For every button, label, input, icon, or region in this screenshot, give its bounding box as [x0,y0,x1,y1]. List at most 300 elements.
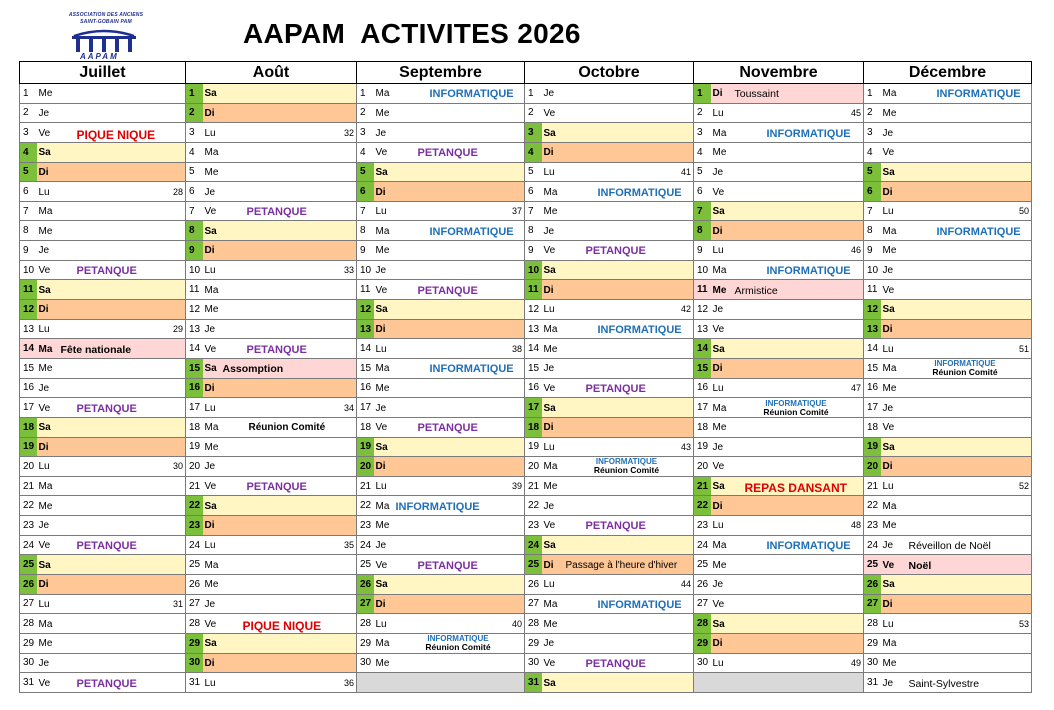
day-cell [37,162,186,182]
week-number: 51 [1018,343,1029,354]
day-number: 9 [525,241,542,261]
day-cell [711,516,864,536]
day-number: 26 [357,575,374,595]
week-number: 45 [850,107,861,118]
weekday-label: Me [882,520,897,532]
event-reunion-comite: Réunion Comité [593,465,660,476]
day-number: 6 [20,182,37,202]
month-header: Juillet [20,62,186,84]
event-petanque: PETANQUE [417,422,478,435]
day-number: 13 [525,319,542,339]
day-cell [711,182,864,202]
weekday-label: Lu [712,657,724,669]
day-cell [542,162,694,182]
day-cell [374,398,525,418]
day-cell [542,594,694,614]
weekday-label: Ve [712,324,725,335]
day-cell [37,673,186,693]
event-reunion-comite: Réunion Comité [763,406,829,417]
day-number: 10 [186,260,203,280]
weekday-label: Ma [204,559,219,571]
day-cell [542,437,694,457]
weekday-label: Ma [882,638,897,650]
table-row [20,535,1032,555]
table-row [20,673,1032,693]
day-cell [881,260,1032,280]
weekday-label: Sa [38,559,51,571]
day-number: 30 [186,653,203,673]
table-row [20,162,1032,182]
weekday-label: Je [543,225,555,237]
day-number: 30 [20,653,37,673]
day-cell [37,260,186,280]
day-cell [374,653,525,673]
day-cell [881,142,1032,162]
day-cell [37,378,186,398]
day-cell [881,162,1032,182]
day-number: 9 [20,241,37,261]
weekday-label: Ve [204,343,217,355]
day-cell [37,84,186,104]
weekday-label: Ve [543,657,556,669]
day-cell [881,594,1032,614]
event-highlight: PIQUE NIQUE [242,618,322,633]
day-cell [881,123,1032,143]
day-number: 18 [525,417,542,437]
day-number: 1 [20,84,37,104]
week-number: 49 [850,657,861,668]
day-number: 11 [186,280,203,300]
day-number: 19 [20,437,37,457]
day-cell [374,417,525,437]
event-informatique: INFORMATIQUE [597,186,682,199]
day-cell [203,339,357,359]
day-number: 14 [20,339,37,359]
day-number: 21 [864,476,881,496]
day-number: 11 [20,280,37,300]
day-number: 8 [525,221,542,241]
weekday-label: Sa [712,481,725,493]
day-number: 8 [20,221,37,241]
week-number: 41 [680,166,691,177]
weekday-label: Ma [38,481,53,493]
event-holiday: Armistice [734,284,778,297]
day-cell [203,300,357,320]
week-number: 46 [850,245,861,256]
day-cell [203,496,357,516]
week-number: 30 [172,461,183,472]
weekday-label: Ve [204,206,217,218]
weekday-label: Ma [375,638,390,650]
day-number: 23 [20,516,37,536]
day-number: 28 [186,614,203,634]
day-cell [374,260,525,280]
weekday-label: Je [712,579,724,591]
day-number: 6 [357,182,374,202]
day-cell [374,476,525,496]
month-header: Octobre [525,62,694,84]
day-cell [711,221,864,241]
weekday-label: Sa [204,500,217,512]
weekday-label: Me [712,147,727,159]
day-cell [203,182,357,202]
weekday-label: Di [204,107,215,119]
event-informatique: INFORMATIQUE [766,127,851,140]
weekday-label: Di [375,598,386,610]
day-number: 21 [694,476,711,496]
day-cell [711,653,864,673]
day-number: 16 [186,378,203,398]
day-number: 12 [694,300,711,320]
day-number: 5 [864,162,881,182]
week-number: 39 [511,481,522,492]
event-highlight: REPAS DANSANT [744,481,847,496]
week-number: 44 [680,579,691,590]
month-header: Novembre [694,62,864,84]
day-number: 30 [357,653,374,673]
event-note: Réveillon de Noël [908,540,991,553]
day-number: 5 [525,162,542,182]
weekday-label: Me [712,559,727,571]
table-row [20,614,1032,634]
day-cell [542,496,694,516]
day-number: 7 [525,201,542,221]
weekday-label: Di [712,225,723,237]
day-number: 17 [186,398,203,418]
weekday-label: Me [38,363,53,375]
weekday-label: Lu [543,166,555,178]
table-row [20,221,1032,241]
weekday-label: Je [204,186,216,198]
table-row [20,594,1032,614]
day-number: 23 [357,516,374,536]
day-cell [881,437,1032,457]
day-cell [711,142,864,162]
weekday-label: Di [543,284,554,296]
day-cell [203,417,357,437]
day-number: 6 [694,182,711,202]
weekday-label: Ve [882,284,895,296]
weekday-label: Ve [712,186,725,198]
weekday-label: Sa [204,88,217,100]
day-cell [711,437,864,457]
day-cell [711,260,864,280]
day-cell [542,339,694,359]
day-cell [37,614,186,634]
day-number: 22 [357,496,374,516]
day-cell [37,241,186,261]
weekday-label: Me [375,657,390,669]
table-row [20,653,1032,673]
day-number: 15 [525,358,542,378]
event-petanque: PETANQUE [417,559,478,572]
day-cell [374,241,525,261]
table-row [20,182,1032,202]
day-number: 2 [864,103,881,123]
day-cell [37,633,186,653]
day-number: 31 [20,673,37,693]
day-cell [37,555,186,575]
weekday-label: Sa [882,166,895,178]
day-number: 24 [864,535,881,555]
weekday-label: Ve [543,245,556,257]
day-cell [203,280,357,300]
day-cell [881,84,1032,104]
day-number: 9 [694,241,711,261]
day-number: 12 [357,300,374,320]
day-number: 22 [694,496,711,516]
day-number: 2 [20,103,37,123]
day-cell [711,358,864,378]
event-petanque: PETANQUE [585,520,646,533]
weekday-label: Ma [204,284,219,296]
day-number: 28 [357,614,374,634]
day-number: 28 [694,614,711,634]
day-number: 1 [864,84,881,104]
weekday-label: Ma [375,500,390,512]
weekday-label: Je [543,363,555,375]
day-number: 19 [186,437,203,457]
day-number: 26 [20,575,37,595]
weekday-label: Lu [38,324,50,335]
weekday-label: Di [204,520,215,532]
day-cell [203,241,357,261]
weekday-label: Ve [38,677,51,689]
day-number: 10 [525,260,542,280]
day-cell [374,555,525,575]
weekday-label: Ve [204,618,217,630]
weekday-label: Sa [712,343,725,355]
week-number: 37 [511,206,522,217]
weekday-label: Di [882,461,893,473]
event-informatique: INFORMATIQUE [429,225,514,238]
day-number: 14 [864,339,881,359]
day-cell [711,339,864,359]
day-number: 23 [186,516,203,536]
weekday-label: Me [375,520,390,532]
weekday-label: Ma [882,500,897,512]
week-number: 36 [343,677,354,688]
day-cell [203,476,357,496]
day-cell [374,457,525,477]
weekday-label: Me [882,107,897,119]
day-cell [374,516,525,536]
day-number: 6 [864,182,881,202]
weekday-label: Ve [882,559,895,571]
day-number: 27 [186,594,203,614]
day-number: 31 [864,673,881,693]
day-cell [881,358,1032,378]
day-cell [374,182,525,202]
weekday-label: Ve [375,147,388,159]
week-number: 53 [1018,618,1029,629]
day-cell [881,614,1032,634]
weekday-label: Je [38,382,50,394]
weekday-label: Ma [712,402,727,414]
week-number: 35 [343,540,354,551]
day-number: 13 [186,319,203,339]
day-cell [542,633,694,653]
day-number: 13 [357,319,374,339]
day-cell [203,84,357,104]
day-cell [203,162,357,182]
day-cell [203,260,357,280]
weekday-label: Di [375,186,386,198]
day-number: 15 [20,358,37,378]
weekday-label: Lu [204,127,216,139]
table-row [20,575,1032,595]
day-number: 22 [20,496,37,516]
day-number: 14 [357,339,374,359]
page-title: AAPAM ACTIVITES 2026 [243,18,581,49]
weekday-label: Je [38,245,50,257]
day-number: 25 [694,555,711,575]
day-number: 15 [186,358,203,378]
weekday-label: Me [882,657,897,669]
day-cell [374,201,525,221]
weekday-label: Ve [204,481,217,493]
table-row [20,496,1032,516]
weekday-label: Je [543,88,555,100]
weekday-label: Sa [543,402,556,414]
day-cell [542,221,694,241]
day-cell [374,358,525,378]
weekday-label: Je [712,304,724,316]
weekday-label: Sa [543,127,556,139]
day-number: 27 [864,594,881,614]
weekday-label: Lu [375,343,387,355]
weekday-label: Ve [882,422,895,434]
weekday-label: Sa [375,579,388,591]
day-cell [881,103,1032,123]
day-number: 24 [186,535,203,555]
day-number: 17 [864,398,881,418]
day-number: 1 [694,84,711,104]
event-informatique: INFORMATIQUE [936,88,1021,101]
weekday-label: Me [543,618,558,630]
weekday-label: Di [38,579,49,591]
day-number: 22 [186,496,203,516]
day-cell [881,201,1032,221]
day-cell [37,221,186,241]
day-cell [542,142,694,162]
day-number: 13 [864,319,881,339]
day-cell [881,241,1032,261]
day-cell [881,280,1032,300]
day-cell [542,535,694,555]
day-cell [37,319,186,339]
day-number: 1 [186,84,203,104]
weekday-label: Di [204,245,215,257]
week-number: 32 [343,127,354,138]
day-number: 23 [864,516,881,536]
day-cell [37,280,186,300]
day-cell [374,300,525,320]
weekday-label: Ve [543,382,556,394]
weekday-label: Sa [543,540,556,552]
day-cell [881,300,1032,320]
day-cell [881,575,1032,595]
weekday-label: Di [38,304,49,316]
day-number: 8 [694,221,711,241]
day-number: 14 [694,339,711,359]
empty-day-cell [711,673,864,693]
event-holiday: Assomption [222,363,284,376]
day-cell [881,555,1032,575]
day-number: 14 [186,339,203,359]
day-number: 29 [864,633,881,653]
weekday-label: Ma [375,363,390,375]
day-number: 26 [694,575,711,595]
weekday-label: Di [38,166,49,178]
weekday-label: Ma [543,461,558,473]
day-cell [37,457,186,477]
table-row [20,358,1032,378]
table-row [20,319,1032,339]
weekday-label: Lu [882,343,894,355]
day-cell [542,457,694,477]
weekday-label: Di [712,363,723,375]
weekday-label: Sa [38,284,51,296]
event-informatique: INFORMATIQUE [936,225,1021,238]
weekday-label: Ve [375,422,388,434]
day-cell [711,103,864,123]
day-cell [37,358,186,378]
day-number: 3 [20,123,37,143]
day-cell [37,496,186,516]
day-number: 9 [864,241,881,261]
weekday-label: Ma [204,147,219,159]
day-cell [711,241,864,261]
weekday-label: Me [712,422,727,434]
weekday-label: Je [375,265,387,277]
aapam-logo [60,10,152,60]
day-number: 5 [186,162,203,182]
logo-word: AAPAM [80,52,119,61]
weekday-label: Di [543,559,554,571]
day-number: 29 [357,633,374,653]
table-row [20,378,1032,398]
weekday-label: Je [882,540,894,552]
day-number: 5 [357,162,374,182]
day-cell [881,182,1032,202]
day-cell [711,594,864,614]
day-cell [542,123,694,143]
weekday-label: Ma [543,186,558,198]
day-number: 10 [694,260,711,280]
day-number: 29 [20,633,37,653]
weekday-label: Me [882,382,897,394]
day-cell [374,535,525,555]
weekday-label: Je [204,598,216,610]
day-number: 16 [357,378,374,398]
day-cell [37,201,186,221]
bridge-icon [72,28,136,54]
weekday-label: Lu [38,461,50,473]
weekday-label: Ma [712,265,727,277]
day-number: 2 [186,103,203,123]
week-number: 34 [343,402,354,413]
event-highlight: PIQUE NIQUE [76,127,156,142]
day-cell [881,633,1032,653]
weekday-label: Sa [375,304,388,316]
event-note: Saint-Sylvestre [908,677,980,690]
day-number: 1 [525,84,542,104]
day-number: 22 [864,496,881,516]
table-row [20,457,1032,477]
day-cell [203,653,357,673]
day-cell [881,516,1032,536]
